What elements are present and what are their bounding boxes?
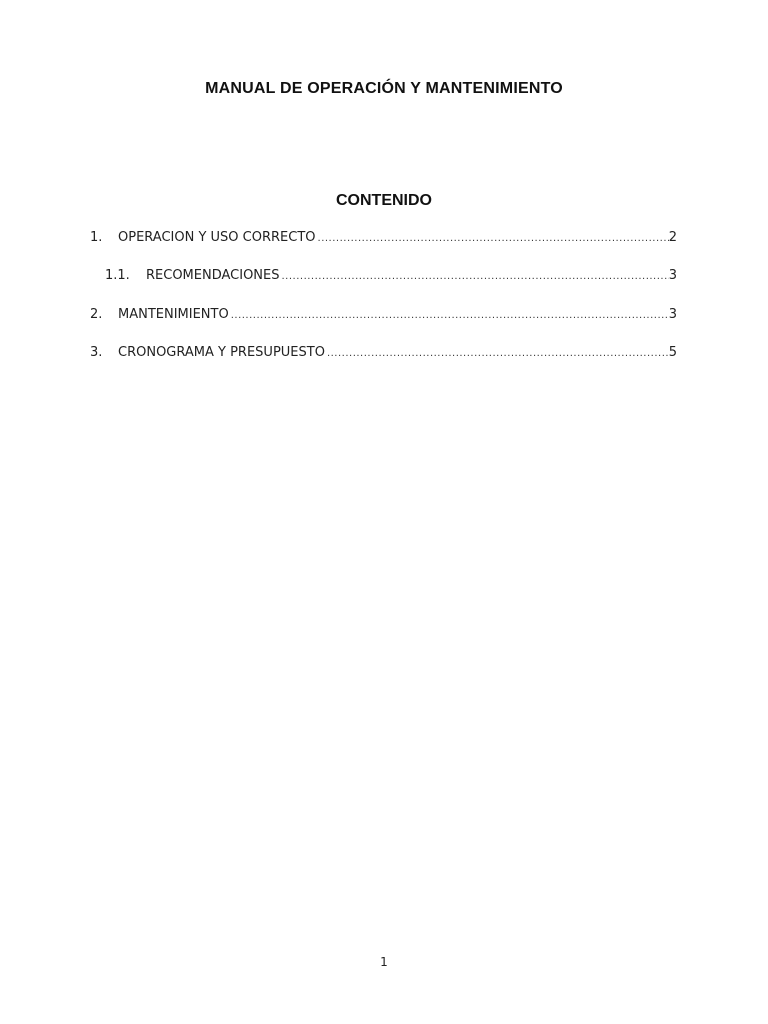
toc-entry-text: MANTENIMIENTO: [118, 307, 229, 322]
toc-dot-leader: [316, 233, 669, 244]
toc-entry-page: 3: [668, 268, 677, 283]
toc-entry-number: 1.1.: [105, 268, 130, 283]
toc-entry-operacion[interactable]: [90, 230, 677, 248]
toc-entry-text: RECOMENDACIONES: [146, 268, 280, 283]
toc-entry-number: 2.: [90, 307, 103, 322]
page-number: 1: [380, 955, 388, 969]
toc-dot-leader: [280, 271, 669, 282]
toc-entry-text: CRONOGRAMA Y PRESUPUESTO: [118, 345, 325, 360]
toc-entry-mantenimiento[interactable]: [90, 307, 677, 325]
toc-entry-page: 5: [668, 345, 677, 360]
toc-entry-page: 3: [668, 307, 677, 322]
toc-entry-recomendaciones[interactable]: [105, 268, 677, 286]
toc-heading: CONTENIDO: [336, 192, 432, 209]
toc-dot-leader: [325, 348, 669, 359]
toc-dot-leader: [229, 310, 669, 321]
toc-entry-number: 1.: [90, 230, 103, 245]
toc-entry-number: 3.: [90, 345, 103, 360]
document-title: MANUAL DE OPERACIÓN Y MANTENIMIENTO: [205, 80, 563, 97]
toc-entry-cronograma[interactable]: [90, 345, 677, 363]
toc-entry-page: 2: [668, 230, 677, 245]
toc-entry-text: OPERACIÓN Y USO CORRECTO: [118, 230, 316, 245]
